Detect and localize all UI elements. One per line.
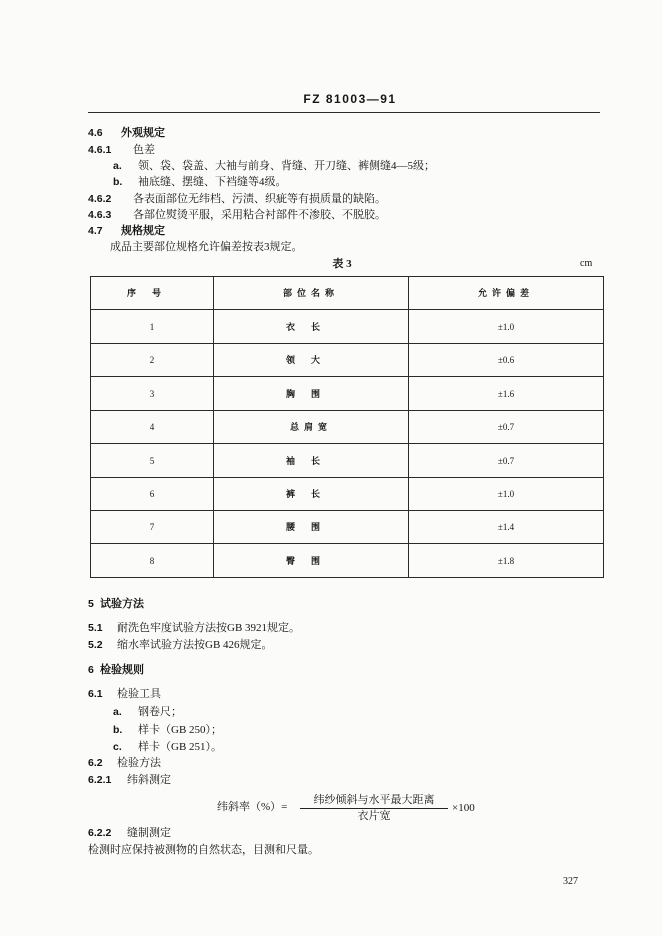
cell-tolerance: ±1.8 xyxy=(409,544,604,578)
table-row xyxy=(91,544,604,578)
section-5-2-text: 缩水率试验方法按GB 426规定。 xyxy=(117,639,273,651)
table-3-unit: cm xyxy=(580,258,593,269)
cell-part-name: 胸围 xyxy=(214,377,409,411)
section-6-1-number: 6.1 xyxy=(88,688,103,700)
cell-part-name: 领大 xyxy=(214,344,409,377)
section-5-number: 5 xyxy=(88,598,94,610)
cell-part-name: 总肩宽 xyxy=(214,411,409,444)
cell-index: 8 xyxy=(91,544,214,578)
item-6-1-a-text: 钢卷尺； xyxy=(138,706,182,718)
section-4-6-2-text: 各表面部位无纬档、污渍、织疵等有损质量的缺陷。 xyxy=(133,193,386,205)
section-4-6-3-text: 各部位熨烫平服，采用粘合衬部件不渗胶、不脱胶。 xyxy=(133,209,386,221)
section-4-6-title: 外观规定 xyxy=(121,127,165,139)
section-4-6-1-number: 4.6.1 xyxy=(88,144,112,156)
cell-part-name: 腰围 xyxy=(214,511,409,544)
section-5-1-number: 5.1 xyxy=(88,622,103,634)
item-6-1-a-label: a. xyxy=(113,706,122,718)
table-row xyxy=(91,377,604,411)
section-6-2-2-title: 缝制测定 xyxy=(127,827,171,839)
item-6-1-b-label: b. xyxy=(113,724,123,736)
section-4-7-number: 4.7 xyxy=(88,225,103,237)
table-row xyxy=(91,344,604,377)
cell-tolerance: ±1.6 xyxy=(409,377,604,411)
table-row xyxy=(91,310,604,344)
cell-tolerance: ±1.0 xyxy=(409,478,604,511)
cell-index: 7 xyxy=(91,511,214,544)
section-6-2-2-number: 6.2.2 xyxy=(88,827,112,839)
item-6-1-b-text: 样卡（GB 250）； xyxy=(138,724,223,736)
formula-denominator: 衣片宽 xyxy=(357,810,391,822)
section-4-7-title: 规格规定 xyxy=(121,225,165,237)
cell-part-name: 衣长 xyxy=(214,310,409,344)
section-6-2-2-paragraph: 检测时应保持被测物的自然状态，目测和尺量。 xyxy=(88,844,319,856)
table-3-caption: 表 3 xyxy=(332,258,352,270)
cell-index: 1 xyxy=(91,310,214,344)
section-4-6-1-title: 色差 xyxy=(133,144,155,156)
cell-part-name: 裤长 xyxy=(214,478,409,511)
section-5-2-number: 5.2 xyxy=(88,639,103,651)
section-4-6-number: 4.6 xyxy=(88,127,103,139)
header-index: 序号 xyxy=(91,277,214,310)
section-6-2-1-title: 纬斜测定 xyxy=(127,774,171,786)
cell-part-name: 袖长 xyxy=(214,444,409,478)
item-6-1-c-label: c. xyxy=(113,741,122,753)
item-4-6-1-a-text: 领、袋、袋盖、大袖与前身、背缝、开刀缝、裤侧缝4—5级； xyxy=(138,160,435,172)
cell-tolerance: ±1.0 xyxy=(409,310,604,344)
cell-index: 5 xyxy=(91,444,214,478)
cell-index: 3 xyxy=(91,377,214,411)
header-rule xyxy=(88,112,600,113)
cell-index: 4 xyxy=(91,411,214,444)
formula-lhs: 纬斜率（%）= xyxy=(217,801,288,813)
standard-code-header: FZ 81003—91 xyxy=(303,92,397,106)
item-4-6-1-b-text: 袖底缝、摆缝、下裆缝等4级。 xyxy=(138,176,287,188)
cell-index: 2 xyxy=(91,344,214,377)
page-number: 327 xyxy=(563,876,578,887)
table-header-row xyxy=(91,277,604,310)
formula-multiplier: ×100 xyxy=(452,802,475,814)
section-4-6-3-number: 4.6.3 xyxy=(88,209,112,221)
item-4-6-1-b-label: b. xyxy=(113,176,123,188)
section-4-6-2-number: 4.6.2 xyxy=(88,193,112,205)
section-5-1-text: 耐洗色牢度试验方法按GB 3921规定。 xyxy=(117,622,301,634)
section-6-2-title: 检验方法 xyxy=(117,757,161,769)
table-row xyxy=(91,478,604,511)
cell-part-name: 臀围 xyxy=(214,544,409,578)
section-5-title: 试验方法 xyxy=(100,598,144,610)
header-part-name: 部位名称 xyxy=(214,277,409,310)
item-6-1-c-text: 样卡（GB 251）。 xyxy=(138,741,223,753)
cell-tolerance: ±1.4 xyxy=(409,511,604,544)
section-6-2-number: 6.2 xyxy=(88,757,103,769)
section-6-2-1-number: 6.2.1 xyxy=(88,774,112,786)
item-4-6-1-a-label: a. xyxy=(113,160,122,172)
section-6-number: 6 xyxy=(88,664,94,676)
table-row xyxy=(91,444,604,478)
table-3 xyxy=(90,276,604,578)
section-4-7-paragraph: 成品主要部位规格允许偏差按表3规定。 xyxy=(110,241,303,253)
formula-numerator: 纬纱倾斜与水平最大距离 xyxy=(313,794,435,806)
header-tolerance: 允许偏差 xyxy=(409,277,604,310)
table-row xyxy=(91,411,604,444)
cell-tolerance: ±0.7 xyxy=(409,411,604,444)
cell-tolerance: ±0.7 xyxy=(409,444,604,478)
cell-tolerance: ±0.6 xyxy=(409,344,604,377)
section-6-1-title: 检验工具 xyxy=(117,688,161,700)
section-6-title: 检验规则 xyxy=(100,664,144,676)
table-row xyxy=(91,511,604,544)
cell-index: 6 xyxy=(91,478,214,511)
